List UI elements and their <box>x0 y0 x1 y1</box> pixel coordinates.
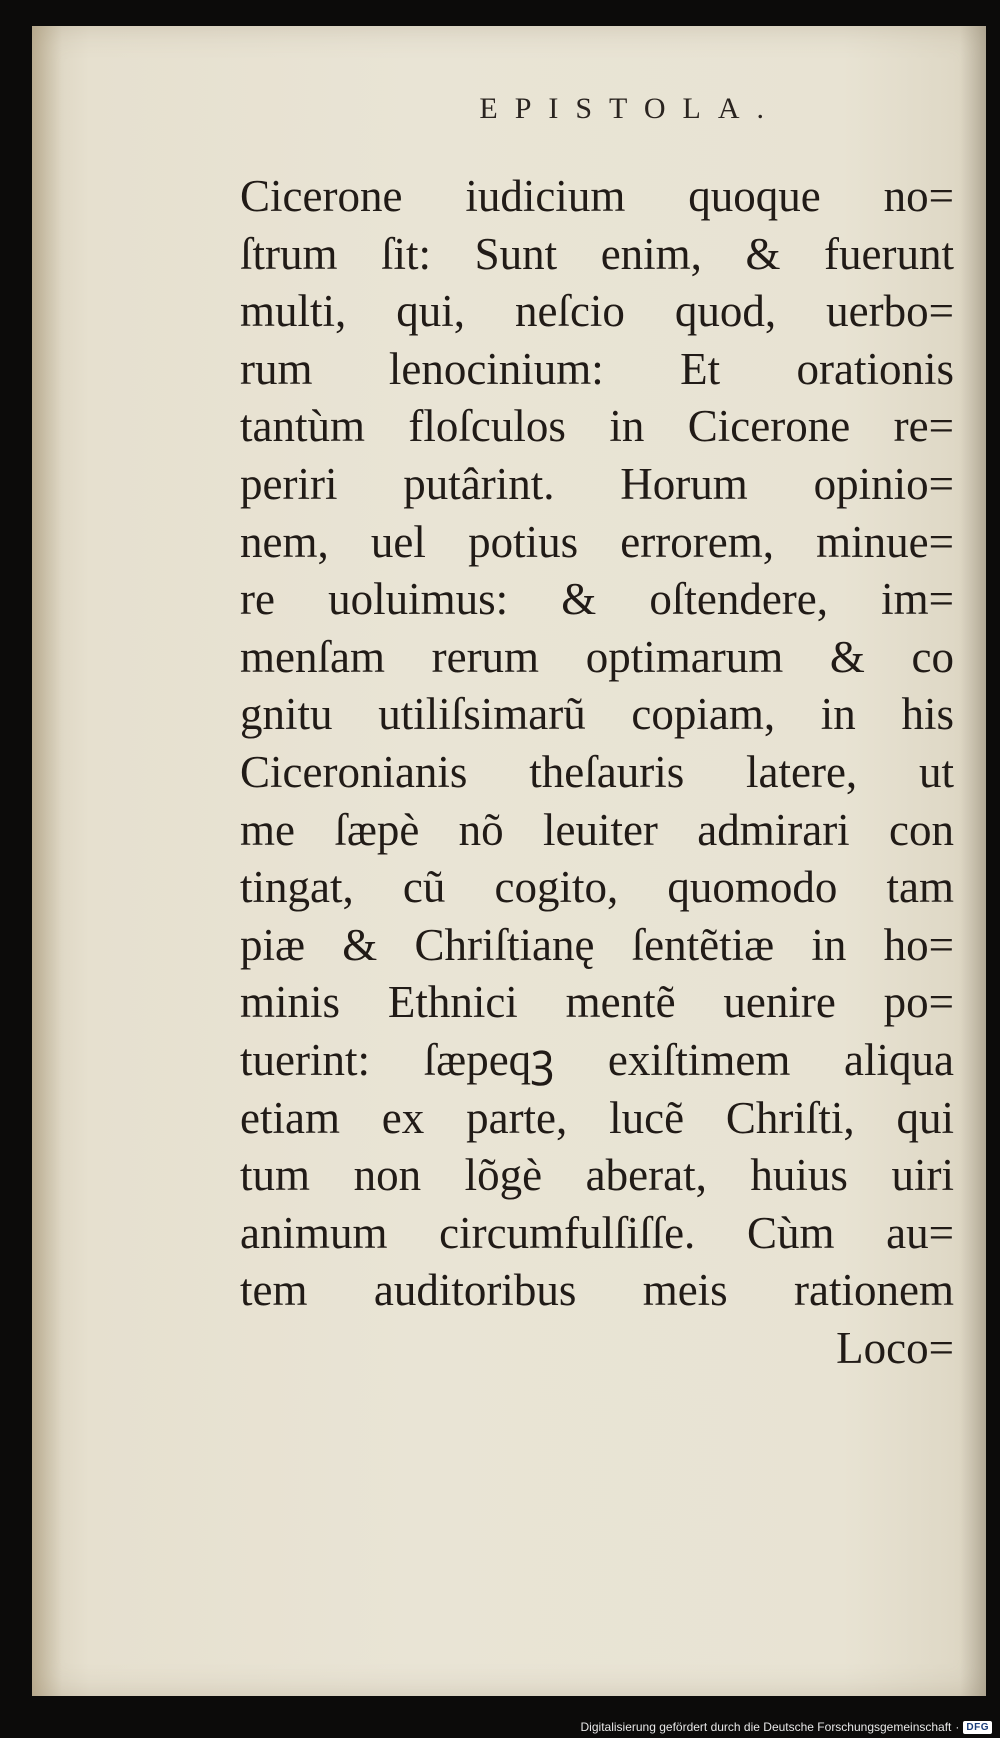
text-line: periri putârint. Horum opinio= <box>240 458 954 509</box>
catchword: Loco= <box>836 1322 954 1373</box>
text-line: me ſæpè nõ leuiter admirari con <box>240 804 954 855</box>
text-line: re uoluimus: & oſtendere, im= <box>240 574 954 625</box>
text-line: rum lenocinium: Et orationis <box>240 343 954 394</box>
text-line: Cicerone iudicium quoque no= <box>240 171 954 221</box>
text-line: menſam rerum optimarum & co <box>240 631 954 682</box>
text-line: piæ & Chriſtianę ſentẽtiæ in ho= <box>240 919 954 970</box>
text-line: tum non lõgè aberat, huius uiri <box>240 1150 954 1201</box>
text-line: nem, uel potius errorem, minue= <box>240 516 954 567</box>
book-page <box>32 26 986 1696</box>
text-line: animum circumfulſiſſe. Cùm au= <box>240 1207 954 1258</box>
text-line: tantùm floſculos in Cicerone re= <box>240 401 954 452</box>
text-block <box>240 168 954 1377</box>
page-edge <box>960 26 986 1696</box>
digitization-credit <box>581 1720 992 1734</box>
text-line: minis Ethnici mentẽ uenire po= <box>240 977 954 1028</box>
page-stain <box>32 26 62 1696</box>
text-line: tingat, cũ cogito, quomodo tam <box>240 862 954 913</box>
credit-text: Digitalisierung gefördert durch die Deutsche Forschungsgemeinschaft <box>580 1720 952 1734</box>
text-line: multi, qui, neſcio quod, uerbo= <box>240 286 954 337</box>
dfg-logo-icon: DFG <box>963 1721 992 1734</box>
text-line: tem auditoribus meis rationem <box>240 1265 954 1316</box>
text-line: Ciceronianis theſauris latere, ut <box>240 746 954 797</box>
credit-separator: · <box>955 1720 960 1734</box>
text-line: ſtrum ſit: Sunt enim, & fuerunt <box>240 228 954 279</box>
running-head: EPISTOLA. <box>479 92 781 125</box>
text-line: tuerint: ſæpeqꝫ exiſtimem aliqua <box>240 1034 954 1085</box>
text-line: etiam ex parte, lucẽ Chriſti, qui <box>240 1092 954 1143</box>
text-line: gnitu utiliſsimarũ copiam, in his <box>240 689 954 740</box>
